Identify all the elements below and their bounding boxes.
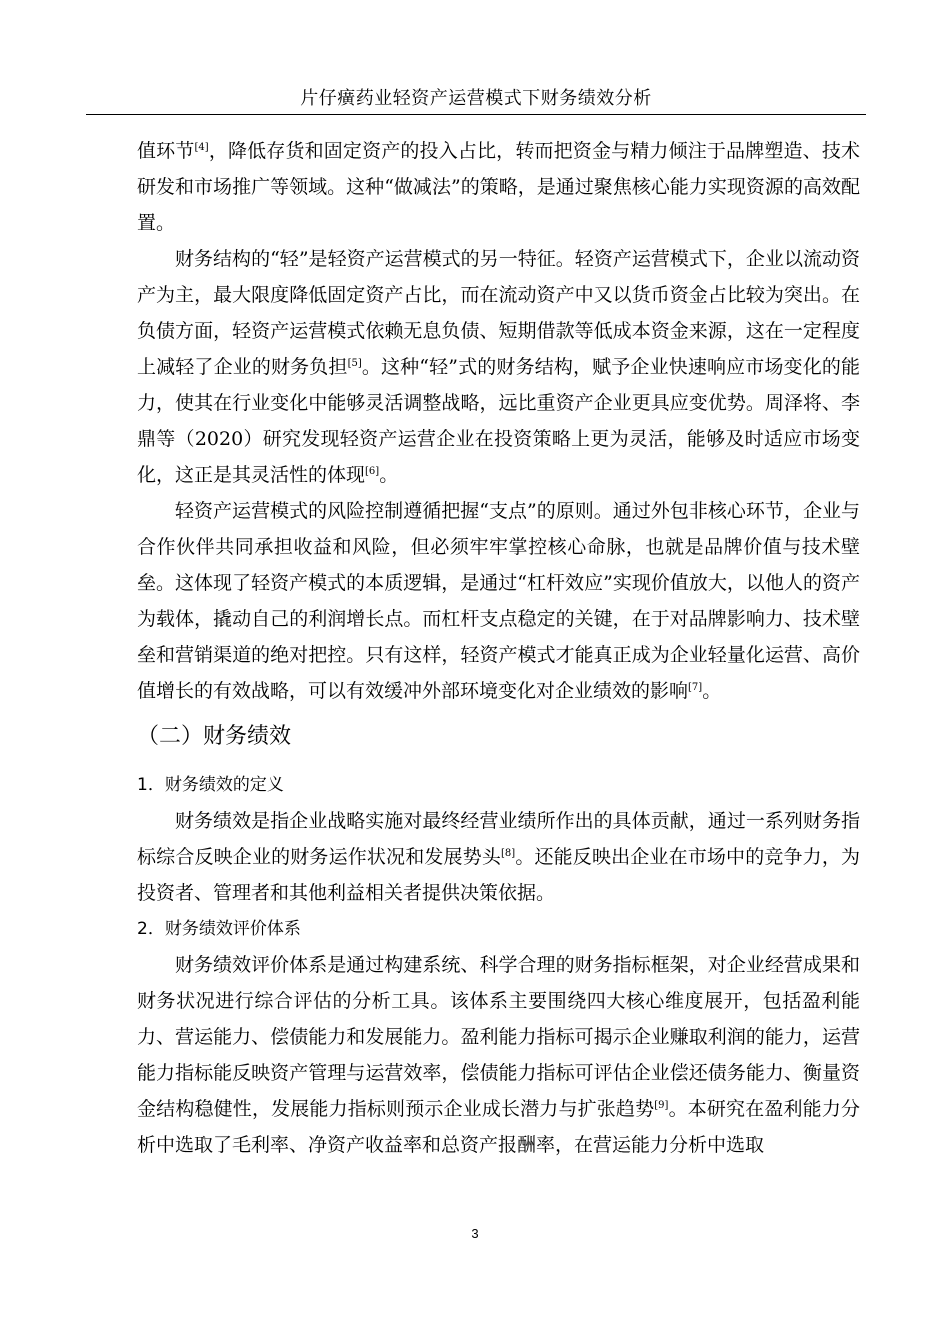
- paragraph-text: 轻资产运营模式的风险控制遵循把握“支点”的原则。通过外包非核心环节，企业与合作伙伴共同承担收益和风险，但必须牢牢掌控核心命脉，也就是品牌价值与技术壁垒。这体现了轻资产模式的本质逻辑，是通过“杠杆效应”实现价值放大，以他人的资产为载体，撬动自己的利润增长点。而杠杆支点稳定的关键，在于对品牌影响力、技术壁垒和营销渠道的绝对把控。只有这样，轻资产模式才能真正成为企业轻量化运营、高价值增长的有效战略，可以有效缓冲外部环境变化对企业绩效的影响: [137, 500, 860, 702]
- paragraph-text: 。还能反映出企业在市场中的竞争力，为投资者、管理者和其他利益相关者提供决策依据。: [137, 846, 860, 904]
- subsection-heading-definition: 1．财务绩效的定义: [137, 775, 284, 795]
- paragraph-text: 值环节: [137, 140, 195, 162]
- paragraph-text: 。: [379, 464, 399, 486]
- paragraph-definition: [137, 803, 860, 911]
- paragraph-text: 。这种“轻”式的财务结构，赋予企业快速响应市场变化的能力，使其在行业变化中能够灵活调整战略，远比重资产企业更具应变优势。周泽将、李鼎等（2020）研究发现轻资产运营企业在投资策略上更为灵活，能够及时适应市场变化，这正是其灵活性的体现: [137, 356, 860, 486]
- citation-ref[interactable]: [6]: [365, 466, 380, 477]
- paragraph-text: 。本研究在盈利能力分析中选取了毛利率、净资产收益率和总资产报酬率，在营运能力分析中选取: [137, 1098, 860, 1156]
- page-number: 3: [471, 1226, 479, 1241]
- citation-ref[interactable]: [7]: [688, 682, 703, 693]
- citation-ref[interactable]: [8]: [500, 848, 516, 859]
- running-header: 片仔癀药业轻资产运营模式下财务绩效分析: [300, 88, 652, 109]
- body-text: [137, 133, 860, 1163]
- section-heading: （二）财务绩效: [137, 724, 292, 749]
- paragraph-text: 。: [702, 680, 722, 702]
- subsection-heading-evaluation-system: 2．财务绩效评价体系: [137, 919, 301, 939]
- paragraph-financial-structure: [137, 241, 860, 493]
- paragraph-value-chain: [137, 133, 860, 241]
- paragraph-text: 财务绩效评价体系是通过构建系统、科学合理的财务指标框架，对企业经营成果和财务状况进行综合评估的分析工具。该体系主要围绕四大核心维度展开，包括盈利能力、营运能力、偿债能力和发展能力。盈利能力指标可揭示企业赚取利润的能力，运营能力指标能反映资产管理与运营效率，偿债能力指标可评估企业偿还债务能力、衡量资金结构稳健性，发展能力指标则预示企业成长潜力与扩张趋势: [137, 954, 860, 1120]
- paragraph-evaluation-system: [137, 947, 860, 1163]
- paragraph-risk-control: [137, 493, 860, 709]
- paragraph-text: 财务绩效是指企业战略实施对最终经营业绩所作出的具体贡献，通过一系列财务指标综合反映企业的财务运作状况和发展势头: [137, 810, 860, 868]
- paragraph-text: 财务结构的“轻”是轻资产运营模式的另一特征。轻资产运营模式下，企业以流动资产为主，最大限度降低固定资产占比，而在流动资产中又以货币资金占比较为突出。在负债方面，轻资产运营模式依赖无息负债、短期借款等低成本资金来源，这在一定程度上减轻了企业的财务负担: [137, 248, 860, 378]
- header-rule: [86, 114, 866, 115]
- citation-ref[interactable]: [9]: [654, 1100, 669, 1111]
- citation-ref[interactable]: [4]: [194, 142, 209, 153]
- paragraph-text: ，降低存货和固定资产的投入占比，转而把资金与精力倾注于品牌塑造、技术研发和市场推广等领域。这种“做减法”的策略，是通过聚焦核心能力实现资源的高效配置。: [137, 140, 860, 234]
- citation-ref[interactable]: [5]: [347, 358, 362, 369]
